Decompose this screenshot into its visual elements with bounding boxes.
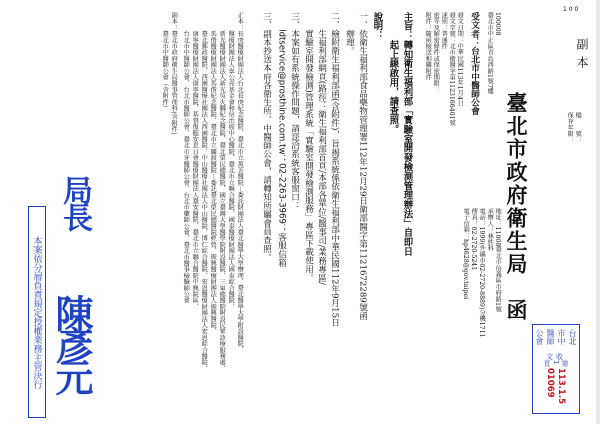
cc-line-3: 新光醫療財團法人新光吳火獅紀念醫院、臺北榮民總醫院、國立臺灣大學醫學院附設醫院、三軍總醫院附設民眾診療服務處、 <box>218 12 226 372</box>
contact-person: 承辦人：林姓科 <box>486 208 494 252</box>
service-contact: ldtservice@prosthine.com.tw；02-2263-3969；客服信箱 <box>276 12 287 267</box>
stamp-receipt-label: 收文 <box>545 352 564 360</box>
recipient: 受文者：台北市中醫師公會 <box>469 12 480 116</box>
stamp-org: 台北市中醫師公會 <box>535 329 577 345</box>
cc-line-6: 康寧醫療財團法人康寧醫院、基督復臨安息日會醫療財團法人臺安醫院、臺北市立聯合醫院中興院區、 <box>191 12 199 310</box>
document-title: 臺北市政府衛生局 函 <box>504 92 529 322</box>
retention-period: 保存年限： <box>566 112 574 143</box>
cc-line-5: 臺北郵政醫院、西園醫療社團法人西園醫院、中山醫療社團法人中山醫院、博仁綜合醫院、宏恩醫療財團法人宏恩綜合醫院、 <box>200 12 208 372</box>
explanation-item-1: 一、依衛生福利部食品藥物管理署112年12月29日衛部醫字第1121672289號函 <box>357 12 368 320</box>
cc-line-4: 馬偕醫療財團法人馬偕紀念醫院、臺北市立關渡醫院－委託臺北榮民總醫院經營、振興醫療財團法人振興醫院、 <box>209 12 217 335</box>
document-number: 發文字號：北市衛醫字第1123166401號 <box>448 12 456 126</box>
fax-number: 傳真：02-2720-5241 <box>470 208 478 271</box>
delivery-speed: 速別：普通件 <box>440 12 448 50</box>
receipt-stamp <box>532 324 580 414</box>
authorization-seal: 本案依分層負責規定授權業務主管決行 <box>28 206 46 418</box>
copy-label: 副本 <box>575 38 589 74</box>
explanation-item-2: 二、檢附衛生福利部函(含附件)，旨揭系統係依衛生福利部中華民國112年9月15日 <box>329 12 340 327</box>
explanation-item-2-cont2: 實驗室開發檢測)管理系統「實驗室開發檢測服務」專區下載使用。 <box>303 12 314 282</box>
copy-to-line-1: 副本：臺北市政府衛生局醫事管理科(含附件) <box>170 12 178 135</box>
explanation-item-3: 三、本案如有系統操作問題，請逕洽系統客服窗口： <box>289 12 300 210</box>
chief-signature: 陳彥元 <box>49 294 94 390</box>
explanation-item-4: 三、副本抄送本府各衛生所、中醫師公會，請轉知所屬會員查照。 <box>261 12 272 262</box>
secrecy-level: 密等及解密條件或保密期限： <box>432 12 440 93</box>
copy-to-line-2: 臺北市中醫師公會（含附件） <box>161 12 169 112</box>
sender-address: 地址：11008臺北市信義區市府路1號 <box>494 208 502 313</box>
stamp-receipt-number: 113.1.5 01069 <box>545 368 566 413</box>
recipient-address: 臺北市中正區青島西路1號7樓 <box>486 12 494 95</box>
subject-line-2: 起上線啟用，請查照。 <box>387 12 399 135</box>
explanation-label: 說明： <box>371 12 383 41</box>
cc-line-1: 正本：長庚醫療財團法人台北長庚紀念醫院、臺北市立萬芳醫院－委託財團法人臺北醫學大學辦理、臺北醫學大學附設醫院、 <box>236 12 244 353</box>
chief-title: 局長 <box>57 175 92 229</box>
recipient-postal: 100008 <box>494 12 502 36</box>
cc-line-7: 台北市中醫師公會、台北市醫師公會、臺北市牙醫師公會、台北市藥師公會、臺北市醫事檢驗師公會 <box>182 12 190 304</box>
page-edge <box>596 0 600 424</box>
top-number: 1 0 0 <box>563 6 579 13</box>
cc-line-2: 醫療財團法人辜公亮基金會和信治癌中心醫院、臺北市立聯合醫院、國泰醫療財團法人國泰綜合醫院、 <box>227 12 235 310</box>
explanation-item-2-cont: 生福利部網頁(路徑：衛生福利部首頁/本部各單位/醫事司/業務專區/ <box>316 12 327 285</box>
contact-phone: 電話：1999(外縣市02-2720-8889)分機1711 <box>478 208 486 338</box>
attachments: 附件：隨函檢送相關附件 <box>424 12 432 81</box>
archive-number: 檔 號： <box>574 112 582 143</box>
email-address: 電子信箱：hp4628@gov.taipei <box>462 208 470 300</box>
stamp-page-label: 第 1 頁 <box>543 359 569 367</box>
issue-date: 發文日期：中華民國113年1月4日 <box>456 12 464 107</box>
explanation-item-1-cont: 辦理。 <box>344 12 355 55</box>
subject-line-1: 主旨：轉知衛生福利部「實驗室開發檢測管理辦法」自即日 <box>401 12 413 257</box>
